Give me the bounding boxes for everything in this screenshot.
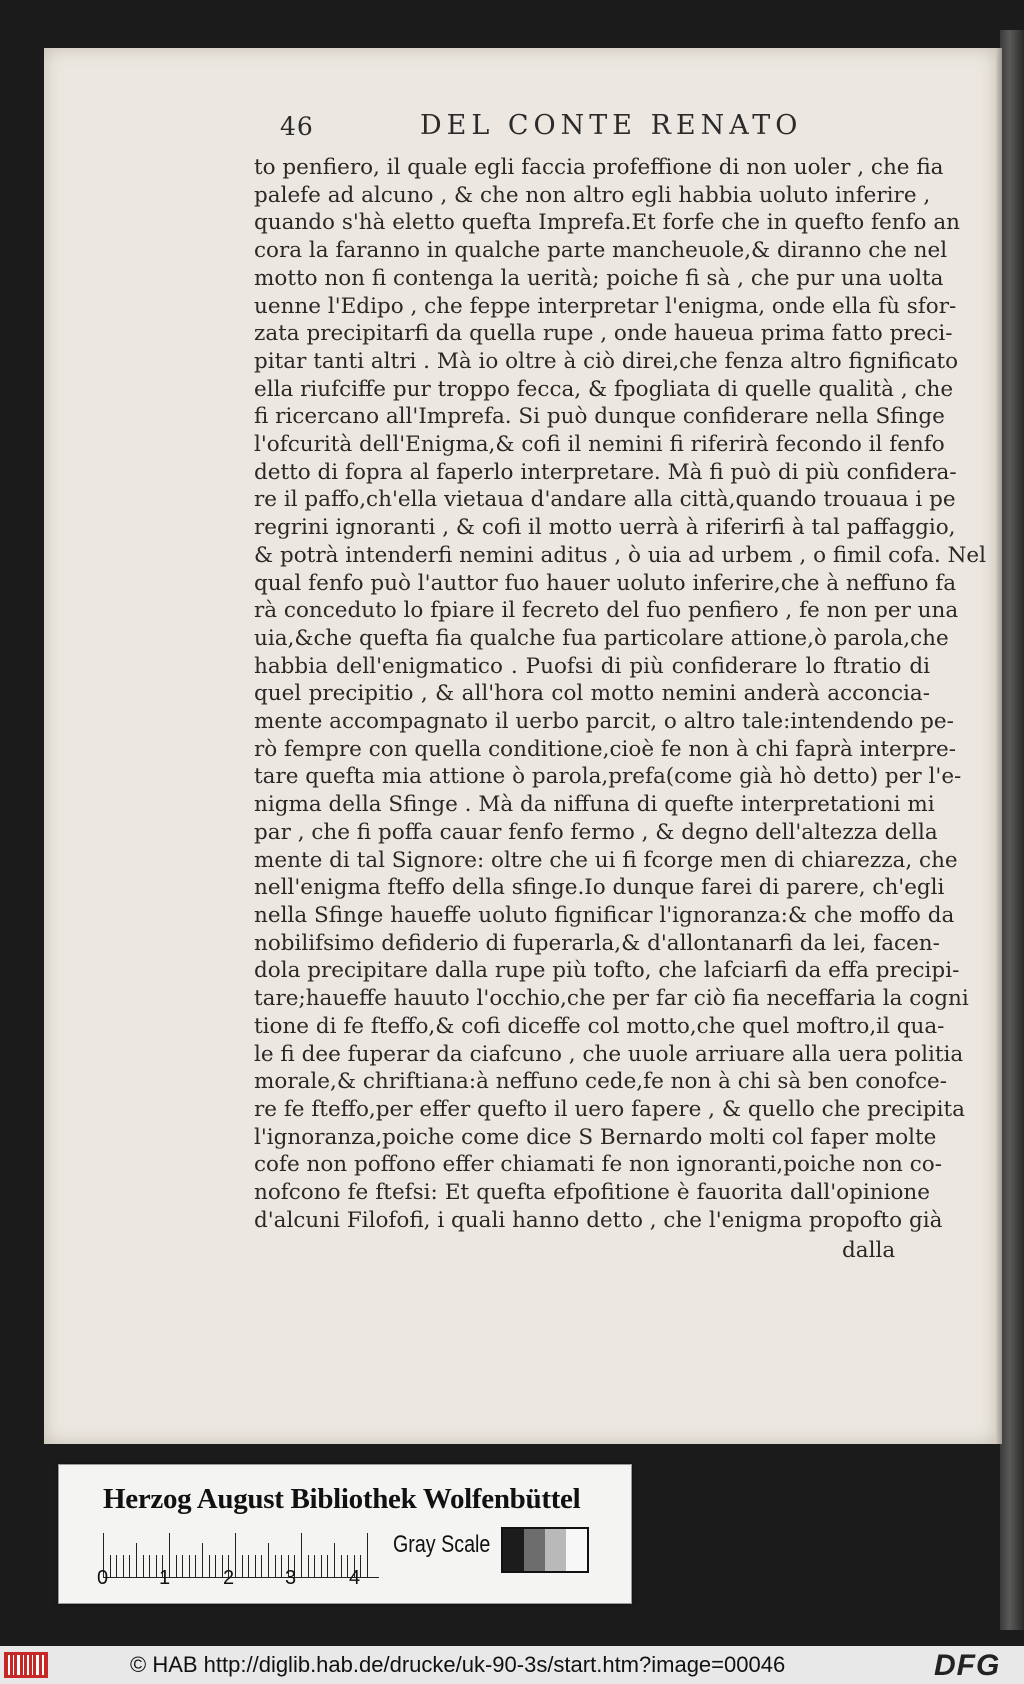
text-line: detto di fopra al faperlo interpretare. Mà fi può di più confidera- [254, 459, 957, 485]
page-number: 46 [280, 112, 314, 141]
ruler-number-0: 0 [97, 1567, 109, 1589]
ruler-tick [327, 1555, 328, 1577]
text-line: par , che fi poffa cauar fenfo fermo , & degno dell'altezza della [254, 819, 938, 845]
text-line: zata precipitarfi da quella rupe , onde haueua prima fatto preci- [254, 321, 953, 347]
text-line: nofcono fe ftefsi: Et quefta efpofitione è fauorita dall'opinione [254, 1180, 930, 1206]
ruler-tick [314, 1555, 315, 1577]
gray-swatch [503, 1529, 524, 1571]
barcode-icon [4, 1652, 48, 1678]
ruler-tick [116, 1555, 117, 1577]
gray-scale-label: Gray Scale [393, 1531, 491, 1558]
text-line: l'ofcurità dell'Enigma,& cofi il nemini fi riferirà fecondo il fenfo [254, 432, 945, 458]
ruler-tick [360, 1555, 361, 1577]
ruler-tick [110, 1555, 111, 1577]
ruler-tick [176, 1555, 177, 1577]
ruler-tick [235, 1533, 236, 1577]
ruler-tick [255, 1555, 256, 1577]
text-line: tare quefta mia attione ò parola,prefa(come già hò detto) per l'e- [254, 764, 962, 790]
gray-swatch [545, 1529, 566, 1571]
footer-bar [0, 1646, 1024, 1684]
library-name: Herzog August Bibliothek Wolfenbüttel [103, 1483, 581, 1515]
text-line: cofe non poffono effer chiamati fe non ignoranti,poiche non co- [254, 1152, 942, 1178]
ruler-tick [301, 1533, 302, 1577]
catchword: dalla [842, 1238, 896, 1263]
text-line: d'alcuni Filofofi, i quali hanno detto , che l'enigma propofto già [254, 1207, 943, 1233]
text-line: dola precipitare dalla rupe più tofto, che lafciarfi da effa precipi- [254, 958, 960, 984]
text-line: ella riufciffe pur troppo fecca, & fpogliata di quelle qualità , che [254, 376, 954, 402]
ruler-tick [242, 1555, 243, 1577]
text-line: nigma della Sfinge . Mà da niffuna di quefte interpretationi mi [254, 792, 935, 818]
text-line: rà conceduto lo fpiare il fecreto del fuo penfiero , fe non per una [254, 598, 959, 624]
text-line: uenne l'Edipo , che feppe interpretar l'enigma, onde ella fù sfor- [254, 293, 957, 319]
text-line: l'ignoranza,poiche come dice S Bernardo molti col faper molte [254, 1124, 937, 1150]
text-line: quando s'hà eletto quefta Imprefa.Et forfe che in quefto fenfo an [254, 210, 960, 236]
ruler-number-3: 3 [285, 1567, 297, 1589]
text-line: fi ricercano all'Imprefa. Si può dunque confiderare nella Sfinge [254, 404, 945, 430]
ruler-tick [143, 1555, 144, 1577]
text-line: pitar tanti altri . Mà io oltre à ciò direi,che fenza altro fignificato [254, 348, 959, 374]
text-line: habbia dell'enigmatico . Puofsi di più confiderare lo ftratio di [254, 653, 930, 679]
text-line: re il paffo,ch'ella vietaua d'andare alla città,quando trouaua i pe [254, 487, 956, 513]
text-line: re fe fteffo,per effer quefto il uero fapere , & quello che precipita [254, 1096, 965, 1122]
text-line: palefe ad alcuno , & che non altro egli habbia uoluto inferire , [254, 182, 931, 208]
ruler-tick [321, 1555, 322, 1577]
text-line: nell'enigma fteffo della sfinge.Io dunque farei di parere, ch'egli [254, 875, 945, 901]
ruler-tick [367, 1533, 368, 1577]
ruler-tick [156, 1555, 157, 1577]
body-text [254, 154, 986, 1234]
text-line: le fi dee fuperar da ciafcuno , che uuole arriuare alla uera politia [254, 1041, 964, 1067]
ruler-tick [123, 1555, 124, 1577]
ruler-baseline [103, 1577, 379, 1578]
text-line: morale,& chriftiana:à neffuno cede,fe non à chi sà ben conofce- [254, 1069, 947, 1095]
text-line: cora la faranno in qualche parte mancheuole,& diranno che nel [254, 238, 948, 264]
ruler-tick [281, 1555, 282, 1577]
text-line: tione di fe fteffo,& cofi diceffe col motto,che quel moftro,il qua- [254, 1013, 945, 1039]
ruler-tick [341, 1555, 342, 1577]
ruler-tick [275, 1555, 276, 1577]
text-line: rò fempre con quella conditione,cioè fe non à chi faprà interpre- [254, 736, 956, 762]
gray-swatch [524, 1529, 545, 1571]
text-line: tare;haueffe hauuto l'occhio,che per far ciò fia neceffaria la cogni [254, 986, 969, 1012]
text-line: uia,&che quefta fia qualche fua particolare attione,ò parola,che [254, 625, 949, 651]
dfg-logo: DFG [934, 1649, 1001, 1682]
ruler-tick [209, 1555, 210, 1577]
text-line: regrini ignoranti , & cofi il motto uerrà à riferirfi à tal paffaggio, [254, 515, 956, 541]
text-line: qual fenfo può l'auttor fuo hauer uoluto inferire,che à neffuno fa [254, 570, 957, 596]
ruler-tick [308, 1555, 309, 1577]
ruler-tick [215, 1555, 216, 1577]
text-line: mente di tal Signore: oltre che ui fi fcorge men di chiarezza, che [254, 847, 958, 873]
running-head [234, 106, 934, 146]
library-stamp [58, 1464, 632, 1604]
book-spine-edge [1000, 30, 1024, 1630]
text-line: mente accompagnato il uerbo parcit, o altro tale:intendendo pe- [254, 709, 954, 735]
ruler-tick [136, 1543, 137, 1577]
text-line: quel precipitio , & all'hora col motto nemini anderà acconcia- [254, 681, 930, 707]
ruler-number-1: 1 [159, 1567, 171, 1589]
text-line: & potrà intenderfi nemini aditus , ò uia ad urbem , o fimil cofa. Nel [254, 542, 986, 568]
page-edge [996, 48, 1002, 1444]
ruler-tick [129, 1555, 130, 1577]
ruler-tick [202, 1543, 203, 1577]
text-line: nella Sfinge haueffe uoluto fignificar l'ignoranza:& che moffo da [254, 902, 955, 928]
ruler-tick [149, 1555, 150, 1577]
ruler-tick [248, 1555, 249, 1577]
ruler-tick [334, 1543, 335, 1577]
text-line: to penfiero, il quale egli faccia profeffione di non uoler , che fia [254, 155, 944, 180]
running-title: DEL CONTE RENATO [420, 110, 803, 141]
ruler-tick [261, 1555, 262, 1577]
ruler-number-4: 4 [349, 1567, 361, 1589]
copyright-url[interactable]: © HAB http://diglib.hab.de/drucke/uk-90-3s/start.htm?image=00046 [130, 1652, 786, 1677]
ruler-tick [189, 1555, 190, 1577]
text-line: motto non fi contenga la uerità; poiche fi sà , che pur una uolta [254, 265, 944, 291]
ruler-tick [195, 1555, 196, 1577]
ruler-number-2: 2 [223, 1567, 235, 1589]
text-line: nobilifsimo defiderio di fuperarla,& d'allontanarfi da lei, facen- [254, 930, 940, 956]
measure-ruler [103, 1533, 379, 1577]
ruler-tick [182, 1555, 183, 1577]
gray-swatch [566, 1529, 587, 1571]
gray-scale-bar [501, 1527, 589, 1573]
ruler-tick [268, 1543, 269, 1577]
